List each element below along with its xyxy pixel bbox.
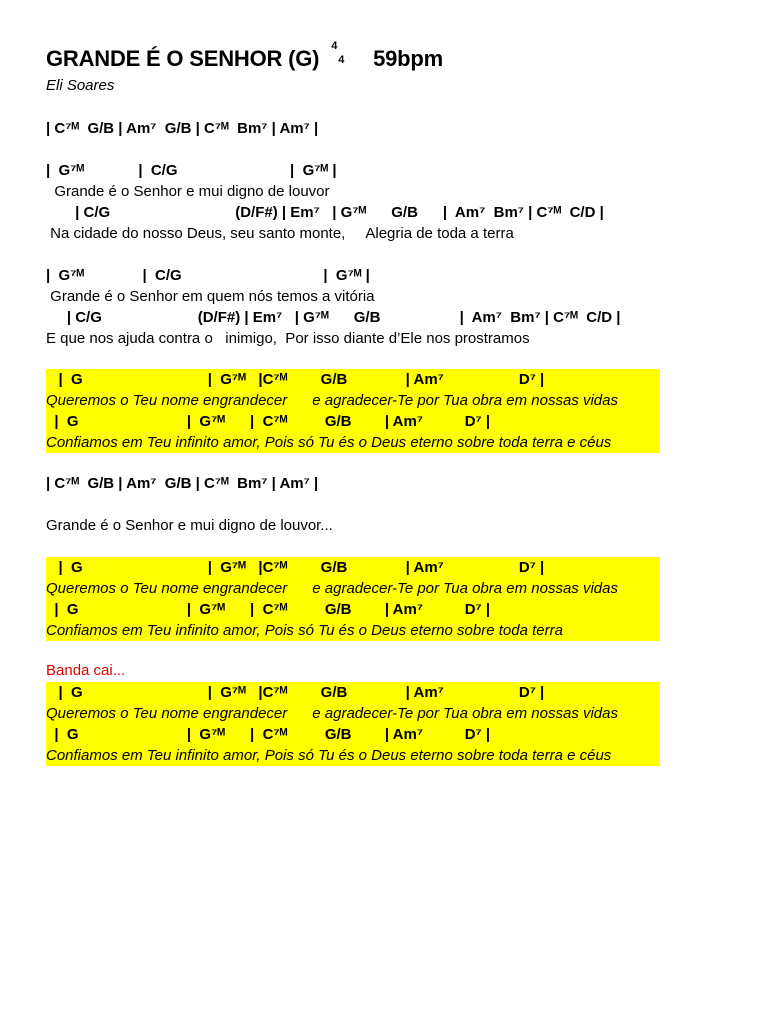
band-note: Banda cai... xyxy=(46,662,126,679)
chord-line: | C/G (D/F#) | Em⁷ | G⁷ᴹ G/B | Am⁷ Bm⁷ | C⁷ᴹ C/D | xyxy=(46,204,604,221)
chorus-lyric-line: Confiamos em Teu infinito amor, Pois só Tu és o Deus eterno sobre toda terra xyxy=(46,620,660,641)
chorus-lyric-line: Queremos o Teu nome engrandecer e agradecer-Te por Tua obra em nossas vidas xyxy=(46,390,660,411)
chord-line: | G⁷ᴹ | C/G | G⁷ᴹ | xyxy=(46,267,370,284)
chorus-chord-line: | G | G⁷ᴹ |C⁷ᴹ G/B | Am⁷ D⁷ | xyxy=(46,557,660,578)
chord-line: | C/G (D/F#) | Em⁷ | G⁷ᴹ G/B | Am⁷ Bm⁷ | C⁷ᴹ C/D | xyxy=(46,309,621,326)
lyric-line: Grande é o Senhor em quem nós temos a vitória xyxy=(46,288,375,305)
tempo-bpm: 59bpm xyxy=(373,46,444,71)
lyric-line: Grande é o Senhor e mui digno de louvor... xyxy=(46,517,333,534)
chord-line: | C⁷ᴹ G/B | Am⁷ G/B | C⁷ᴹ Bm⁷ | Am⁷ | xyxy=(46,475,319,492)
time-signature-numerator: 4 xyxy=(331,40,338,52)
chorus-chord-line: | G | G⁷ᴹ |C⁷ᴹ G/B | Am⁷ D⁷ | xyxy=(46,682,660,703)
chorus-chord-line: | G | G⁷ᴹ | C⁷ᴹ G/B | Am⁷ D⁷ | xyxy=(46,724,660,745)
lyric-line: Na cidade do nosso Deus, seu santo monte, Alegria de toda a terra xyxy=(46,225,514,242)
lyric-line: Grande é o Senhor e mui digno de louvor xyxy=(46,183,330,200)
song-author: Eli Soares xyxy=(46,77,115,94)
chorus-lyric-line: Confiamos em Teu infinito amor, Pois só Tu és o Deus eterno sobre toda terra e céus xyxy=(46,745,660,766)
song-title-text: GRANDE É O SENHOR (G) xyxy=(46,46,320,71)
chorus-lyric-line: Queremos o Teu nome engrandecer e agradecer-Te por Tua obra em nossas vidas xyxy=(46,703,660,724)
chorus-chord-line: | G | G⁷ᴹ | C⁷ᴹ G/B | Am⁷ D⁷ | xyxy=(46,411,660,432)
time-signature xyxy=(331,40,353,68)
chorus-chord-line: | G | G⁷ᴹ |C⁷ᴹ G/B | Am⁷ D⁷ | xyxy=(46,369,660,390)
time-signature-denominator: 4 xyxy=(338,54,345,66)
chord-line: | C⁷ᴹ G/B | Am⁷ G/B | C⁷ᴹ Bm⁷ | Am⁷ | xyxy=(46,120,319,137)
chorus-chord-line: | G | G⁷ᴹ | C⁷ᴹ G/B | Am⁷ D⁷ | xyxy=(46,599,660,620)
chord-line: | G⁷ᴹ | C/G | G⁷ᴹ | xyxy=(46,162,337,179)
song-title xyxy=(46,40,444,72)
lyric-line: E que nos ajuda contra o inimigo, Por isso diante d’Ele nos prostramos xyxy=(46,330,530,347)
chorus-lyric-line: Confiamos em Teu infinito amor, Pois só Tu és o Deus eterno sobre toda terra e céus xyxy=(46,432,660,453)
chorus-lyric-line: Queremos o Teu nome engrandecer e agradecer-Te por Tua obra em nossas vidas xyxy=(46,578,660,599)
